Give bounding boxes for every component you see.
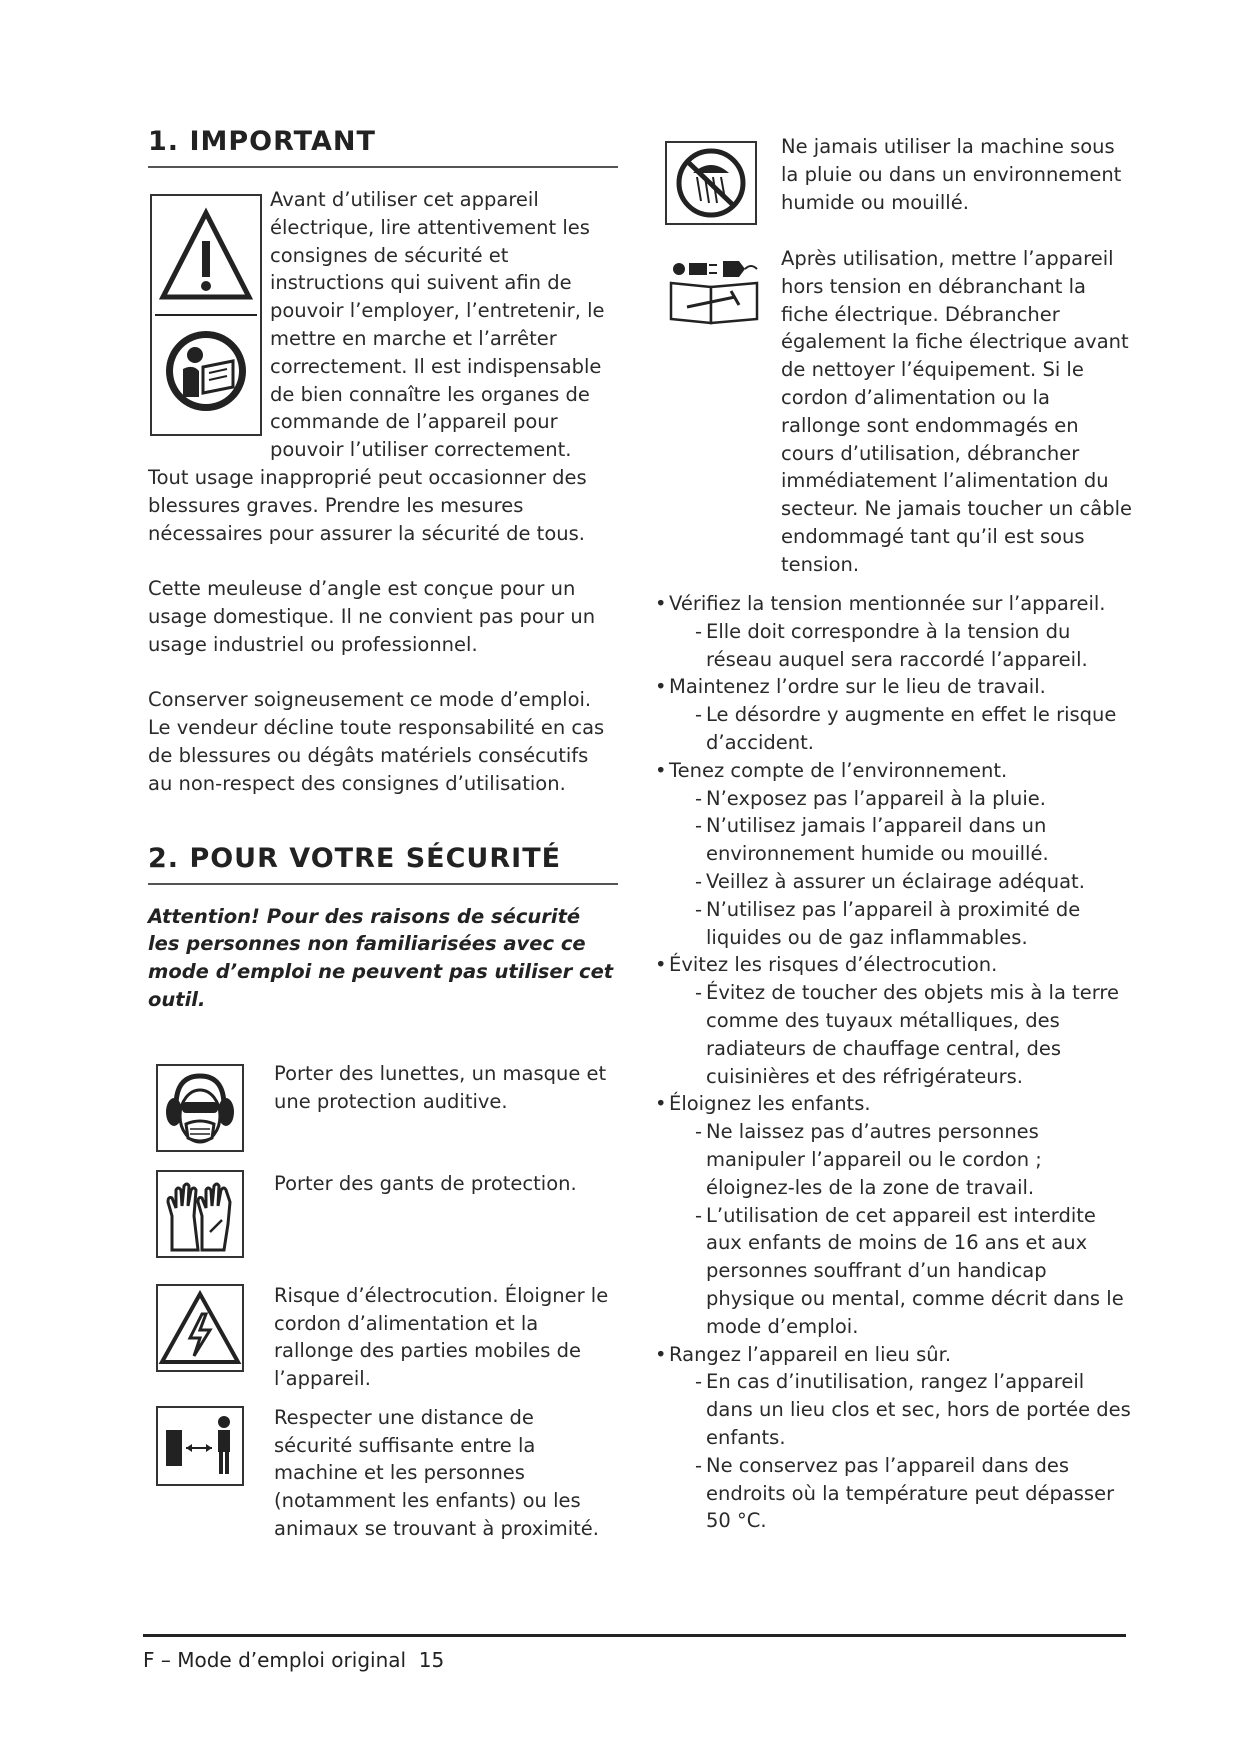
footer-rule [143, 1634, 1126, 1637]
goggles-mask-ear-protection-icon [156, 1064, 244, 1152]
warning-read-manual-icon-box [150, 194, 262, 436]
sub-bullet: - Ne conservez pas l’appareil dans des endroits où la température peut dépasser 50 °C. [695, 1452, 1135, 1535]
unplug-text: Après utilisation, mettre l’appareil hors tension en débranchant la fiche électrique. Débrancher également la fiche électrique avant de nettoyer l’équipement. Si le cordon d’alimentation ou la rallonge sont endommagés en cours d’utilisation, débrancher immédiatement l’alimentation du secteur. Ne jamais toucher un câble endommagé tant qu’il est sous tension. [781, 247, 1132, 576]
safety-distance-icon [156, 1406, 244, 1486]
bullet-voltage: • Vérifiez la tension mentionnée sur l’appareil. - Elle doit correspondre à la tension du réseau auquel sera raccordé l’appareil. [655, 590, 1135, 673]
sub-bullet: - N’exposez pas l’appareil à la pluie. [695, 785, 1135, 813]
no-rain-icon [665, 141, 757, 225]
intro-text: Avant d’utiliser cet appareil électrique, lire attentivement les consignes de sécurité et instructions qui suivent afin de pouvoir l’employer, l’entretenir, le mettre en marche et l’arrêter correctement. Il est indispensable de bien connaître les organes de commande de l’appareil pour pouvoir l’utiliser correctement. Tout usage inapproprié peut occasionner des blessures graves. Prendre les mesures nécessaires pour assurer la sécurité de tous. [148, 188, 605, 545]
intro-block [148, 186, 618, 547]
sub-bullet: - Elle doit correspondre à la tension du réseau auquel sera raccordé l’appareil. [695, 618, 1135, 674]
domestic-use-text: Cette meuleuse d’angle est conçue pour un usage domestique. Il ne convient pas pour un usage industriel ou professionnel. [148, 577, 596, 656]
gloves-text: Porter des gants de protection. [274, 1171, 577, 1195]
section1-title: 1. IMPORTANT [148, 125, 618, 168]
right-column [655, 133, 1135, 1535]
warning-read-manual-icon [155, 199, 257, 431]
sub-bullet: - Veillez à assurer un éclairage adéquat. [695, 868, 1135, 896]
unplug-item [655, 245, 1135, 590]
electrocution-warning-icon [156, 1284, 244, 1372]
unplug-manual-icon [665, 253, 763, 325]
sub-bullet: - Ne laissez pas d’autres personnes manipuler l’appareil ou le cordon ; éloignez-les de la zone de travail. [695, 1118, 1135, 1201]
sub-bullet: - Évitez de toucher des objets mis à la terre comme des tuyaux métalliques, des radiateurs de chauffage central, des cuisinières et des réfrigérateurs. [695, 979, 1135, 1090]
footer-text: F – Mode d’emploi original [143, 1648, 407, 1672]
icon-item-gloves [148, 1170, 618, 1282]
page-number: 15 [418, 1648, 445, 1672]
icon-item-electrocution [148, 1282, 618, 1404]
icon-item-distance [148, 1404, 618, 1543]
rain-text: Ne jamais utiliser la machine sous la pluie ou dans un environnement humide ou mouillé. [781, 135, 1122, 214]
bullet-storage: • Rangez l’appareil en lieu sûr. - En cas d’inutilisation, rangez l’appareil dans un lieu clos et sec, hors de portée des enfants. - Ne conservez pas l’appareil dans des endroits où la température peut dépasser 50 °C. [655, 1341, 1135, 1536]
bullet-electrocution: • Évitez les risques d’électrocution. - Évitez de toucher des objets mis à la terre comme des tuyaux métalliques, des radiateurs de chauffage central, des cuisinières et des réfrigérateurs. [655, 951, 1135, 1090]
attention-warning: Attention! Pour des raisons de sécurité les personnes non familiarisées avec ce mode d’emploi ne peuvent pas utiliser cet outil. [148, 904, 614, 1011]
left-column [148, 125, 618, 1543]
sub-bullet: - N’utilisez pas l’appareil à proximité de liquides ou de gaz inflammables. [695, 896, 1135, 952]
icon-item-ppe [148, 1060, 618, 1170]
sub-bullet: - L’utilisation de cet appareil est interdite aux enfants de moins de 16 ans et aux personnes souffrant d’un handicap physique ou mental, comme décrit dans le mode d’emploi. [695, 1202, 1135, 1341]
electrocution-text: Risque d’électrocution. Éloigner le cordon d’alimentation et la rallonge des parties mobiles de l’appareil. [274, 1283, 609, 1391]
safety-bullets [655, 590, 1135, 1535]
ppe-text: Porter des lunettes, un masque et une protection auditive. [274, 1061, 607, 1113]
sub-bullet: - N’utilisez jamais l’appareil dans un environnement humide ou mouillé. [695, 812, 1135, 868]
sub-bullet: - En cas d’inutilisation, rangez l’appareil dans un lieu clos et sec, hors de portée des enfants. [695, 1368, 1135, 1451]
rain-warning-item [655, 133, 1135, 245]
bullet-environment: • Tenez compte de l’environnement. - N’exposez pas l’appareil à la pluie. - N’utilisez jamais l’appareil dans un environnement humide ou mouillé. - Veillez à assurer un éclairage adéquat. - N’utilisez pas l’appareil à proximité de liquides ou de gaz inflammables. [655, 757, 1135, 952]
bullet-order: • Maintenez l’ordre sur le lieu de travail. - Le désordre y augmente en effet le risque d’accident. [655, 673, 1135, 756]
section2-title: 2. POUR VOTRE SÉCURITÉ [148, 842, 618, 885]
footer [143, 1648, 444, 1672]
distance-text: Respecter une distance de sécurité suffisante entre la machine et les personnes (notamment les enfants) ou les animaux se trouvant à proximité. [274, 1405, 599, 1540]
bullet-children: • Éloignez les enfants. - Ne laissez pas d’autres personnes manipuler l’appareil ou le cordon ; éloignez-les de la zone de travail. - L’utilisation de cet appareil est interdite aux enfants de moins de 16 ans et aux personnes souffrant d’un handicap physique ou mental, comme décrit dans le mode d’emploi. [655, 1090, 1135, 1340]
keep-manual-text: Conserver soigneusement ce mode d’emploi. Le vendeur décline toute responsabilité en cas de blessures ou dégâts matériels consécutifs au non-respect des consignes d’utilisation. [148, 688, 605, 795]
gloves-icon [156, 1170, 244, 1258]
sub-bullet: - Le désordre y augmente en effet le risque d’accident. [695, 701, 1135, 757]
